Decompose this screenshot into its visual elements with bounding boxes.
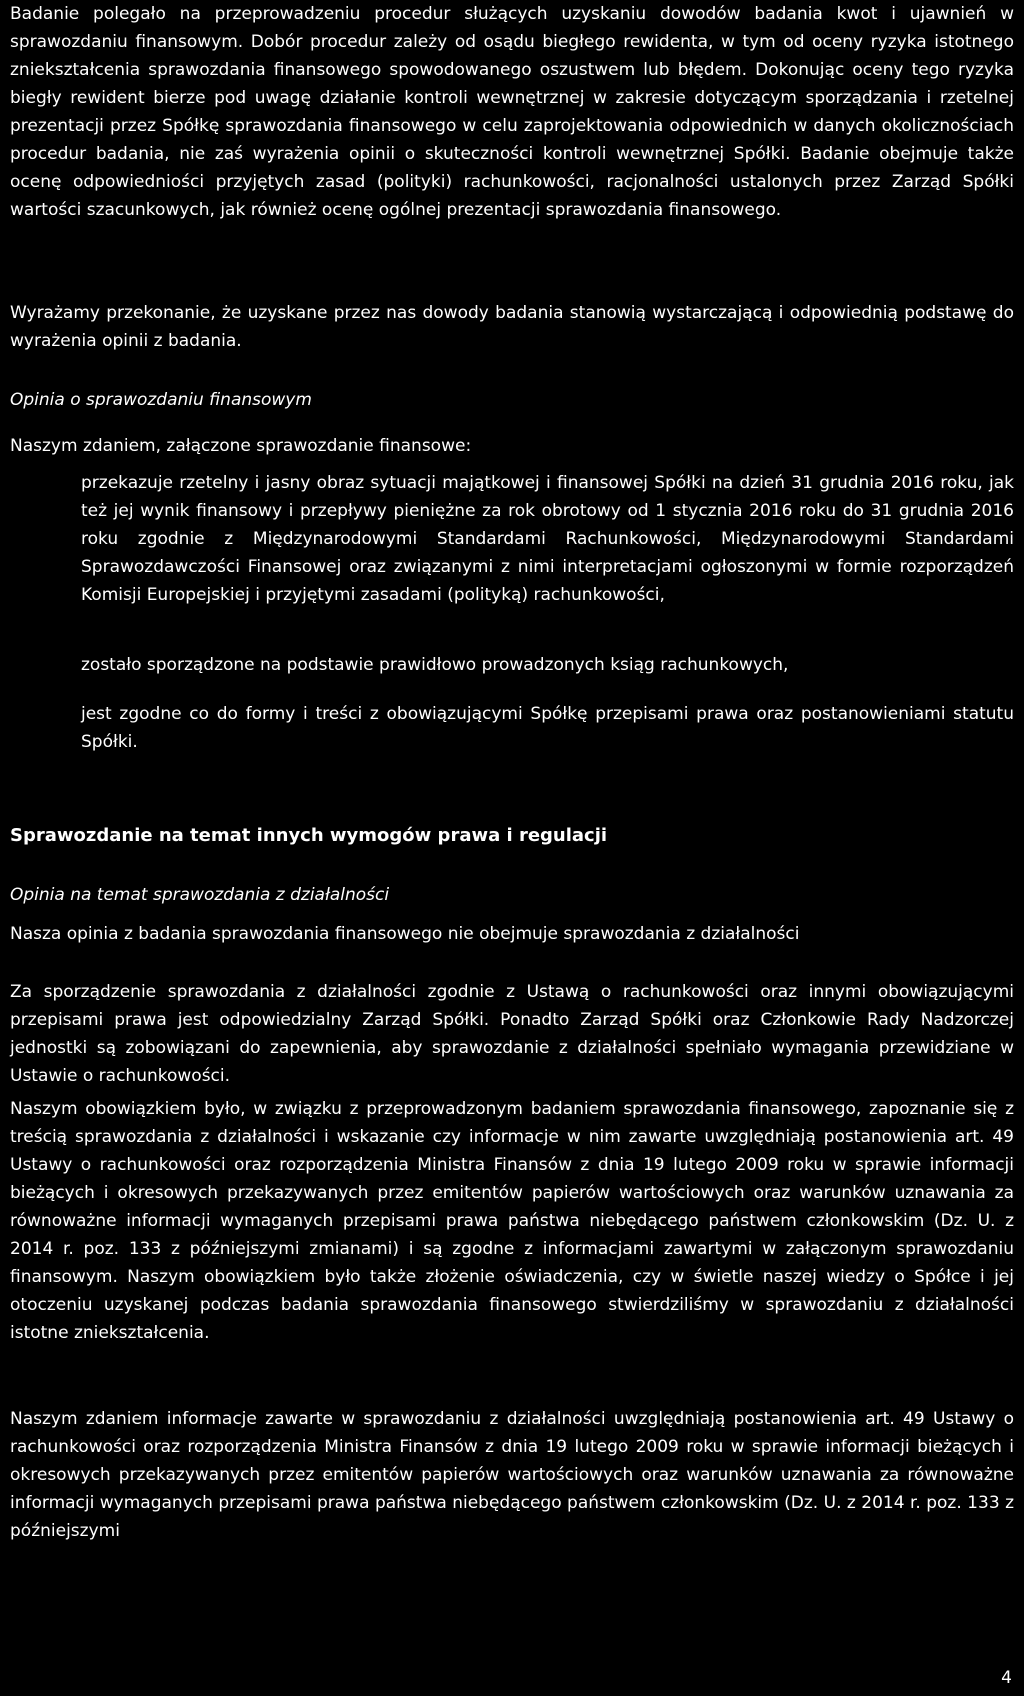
section-heading-other-requirements: Sprawozdanie na temat innych wymogów prawa i regulacji [10, 825, 608, 846]
subsection-heading-activity-report: Opinia na temat sprawozdania z działalności [10, 885, 390, 905]
opinion-item-books: zostało sporządzone na podstawie prawidłowo prowadzonych ksiąg rachunkowych, [81, 655, 789, 675]
paragraph-audit-evidence: Wyrażamy przekonanie, że uzyskane przez nas dowody badania stanowią wystarczającą i odpowiednią podstawę do wyrażenia opinii z badania. [10, 303, 1014, 351]
paragraph-conclusion: Naszym zdaniem informacje zawarte w sprawozdaniu z działalności uwzględniają postanowienia art. 49 Ustawy o rachunkowości oraz rozporządzenia Ministra Finansów z dnia 19 lutego 2009 roku w sprawie informacji bieżących i okresowych przekazywanych przez emitentów papierów wartościowych oraz warunków uznawania za równoważne informacji wymaganych przepisami prawa państwa niebędącego państwem członkowskim (Dz. U. z 2014 r. poz. 133 z późniejszymi [10, 1409, 1014, 1541]
opinion-item-compliance: jest zgodne co do formy i treści z obowiązującymi Spółkę przepisami prawa oraz postanowieniami statutu Spółki. [81, 704, 1014, 752]
heading-opinion-financial-statements: Opinia o sprawozdaniu finansowym [10, 390, 312, 410]
paragraph-opinion-scope: Nasza opinia z badania sprawozdania finansowego nie obejmuje sprawozdania z działalności [10, 924, 800, 944]
paragraph-auditor-duty: Naszym obowiązkiem było, w związku z przeprowadzonym badaniem sprawozdania finansowego, zapoznanie się z treścią sprawozdania z działalności i wskazanie czy informacje w nim zawarte uwzględniają postanowienia art. 49 Ustawy o rachunkowości oraz rozporządzenia Ministra Finansów z dnia 19 lutego 2009 roku w sprawie informacji bieżących i okresowych przekazywanych przez emitentów papierów wartościowych oraz warunków uznawania za równoważne informacji wymaganych przepisami prawa państwa niebędącego państwem członkowskim (Dz. U. z 2014 r. poz. 133 z późniejszymi zmianami) i są zgodne z informacjami zawartymi w załączonym sprawozdaniu finansowym. Naszym obowiązkiem było także złożenie oświadczenia, czy w świetle naszej wiedzy o Spółce i jej otoczeniu uzyskanej podczas badania sprawozdania finansowego stwierdziliśmy w sprawozdaniu z działalności istotne zniekształcenia. [10, 1099, 1014, 1343]
opinion-item-true-fair-view: przekazuje rzetelny i jasny obraz sytuacji majątkowej i finansowej Spółki na dzień 31 grudnia 2016 roku, jak też jej wynik finansowy i przepływy pieniężne za rok obrotowy od 1 stycznia 2016 roku do 31 grudnia 2016 roku zgodnie z Międzynarodowymi Standardami Rachunkowości, Międzynarodowymi Standardami Sprawozdawczości Finansowej oraz związanymi z nimi interpretacjami ogłoszonymi w formie rozporządzeń Komisji Europejskiej i przyjętymi zasadami (polityką) rachunkowości, [81, 473, 1014, 605]
paragraph-management-responsibility: Za sporządzenie sprawozdania z działalności zgodnie z Ustawą o rachunkowości oraz innymi obowiązującymi przepisami prawa jest odpowiedzialny Zarząd Spółki. Ponadto Zarząd Spółki oraz Członkowie Rady Nadzorczej jednostki są zobowiązani do zapewnienia, aby sprawozdanie z działalności spełniało wymagania przewidziane w Ustawie o rachunkowości. [10, 982, 1014, 1086]
paragraph-opinion-intro: Naszym zdaniem, załączone sprawozdanie finansowe: [10, 436, 472, 456]
page-number: 4 [1001, 1668, 1012, 1688]
paragraph-audit-procedures: Badanie polegało na przeprowadzeniu procedur służących uzyskaniu dowodów badania kwot i ujawnień w sprawozdaniu finansowym. Dobór procedur zależy od osądu biegłego rewidenta, w tym od oceny ryzyka istotnego zniekształcenia sprawozdania finansowego spowodowanego oszustwem lub błędem. Dokonując oceny tego ryzyka biegły rewident bierze pod uwagę działanie kontroli wewnętrznej w zakresie dotyczącym sporządzania i rzetelnej prezentacji przez Spółkę sprawozdania finansowego w celu zaprojektowania odpowiednich w danych okolicznościach procedur badania, nie zaś wyrażenia opinii o skuteczności kontroli wewnętrznej Spółki. Badanie obejmuje także ocenę odpowiedniości przyjętych zasad (polityki) rachunkowości, racjonalności ustalonych przez Zarząd Spółki wartości szacunkowych, jak również ocenę ogólnej prezentacji sprawozdania finansowego. [10, 4, 1014, 220]
